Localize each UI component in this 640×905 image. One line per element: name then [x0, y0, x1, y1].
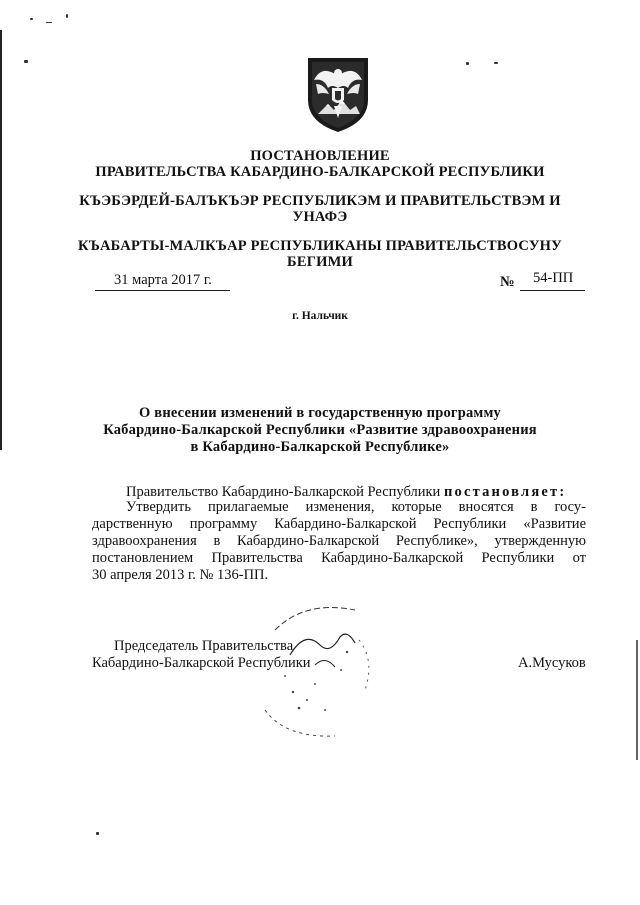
- subject-line1: О внесении изменений в государственную программу: [138, 405, 502, 421]
- balkar-title-line2: БЕГИМИ: [287, 254, 353, 270]
- scan-speck: [24, 60, 28, 63]
- decree-date: 31 марта 2017 г.: [114, 272, 212, 288]
- signatory-position-line2: Кабардино-Балкарской Республики: [92, 655, 311, 671]
- scan-speck: [30, 18, 33, 20]
- kabardian-title-line2: УНАФЭ: [292, 209, 348, 225]
- body-line3: дарственную программу Кабардино-Балкарской Республики «Развитие: [92, 516, 586, 532]
- subject-line3: в Кабардино-Балкарской Республике»: [190, 439, 450, 455]
- decree-number: 54-ПП: [533, 270, 574, 286]
- coat-of-arms-emblem: [302, 54, 374, 134]
- body-line4: здравоохранения в Кабардино-Балкарской Республике», утвержденную: [92, 533, 586, 549]
- scan-speck: [466, 62, 469, 65]
- body-line2: Утвердить прилагаемые изменения, которые вносятся в госу-: [126, 499, 586, 515]
- scan-speck: [66, 14, 68, 18]
- scan-right-edge: [636, 640, 638, 760]
- subject-line2: Кабардино-Балкарской Республики «Развитие здравоохранения: [103, 422, 537, 438]
- number-sign: №: [500, 274, 515, 290]
- body-intro-text: Правительство Кабардино-Балкарской Республики: [126, 484, 444, 500]
- city-name: г. Нальчик: [292, 310, 348, 322]
- date-underline: [95, 290, 230, 291]
- resolves-word: постановляет:: [443, 484, 567, 500]
- signatory-name: А.Мусуков: [518, 655, 586, 671]
- body-line5: постановлением Правительства Кабардино-Балкарской Республики от: [92, 550, 586, 566]
- signatory-position-line1: Председатель Правительства: [114, 638, 294, 654]
- scan-speck: [46, 22, 52, 23]
- scan-speck: [494, 62, 498, 64]
- body-line6: 30 апреля 2013 г. № 136-ПП.: [92, 567, 269, 583]
- body-intro: [126, 484, 566, 500]
- scan-speck: [96, 832, 99, 835]
- government-title: ПРАВИТЕЛЬСТВА КАБАРДИНО-БАЛКАРСКОЙ РЕСПУБЛИКИ: [95, 164, 545, 180]
- balkar-title-line1: КЪАБАРТЫ-МАЛКЪАР РЕСПУБЛИКАНЫ ПРАВИТЕЛЬСТВОСУНУ: [78, 238, 562, 254]
- kabardian-title-line1: КЪЭБЭРДЕЙ-БАЛЪКЪЭР РЕСПУБЛИКЭМ И ПРАВИТЕЛЬСТВЭМ И: [79, 193, 561, 209]
- number-underline: [520, 290, 585, 291]
- decree-title: ПОСТАНОВЛЕНИЕ: [250, 148, 390, 164]
